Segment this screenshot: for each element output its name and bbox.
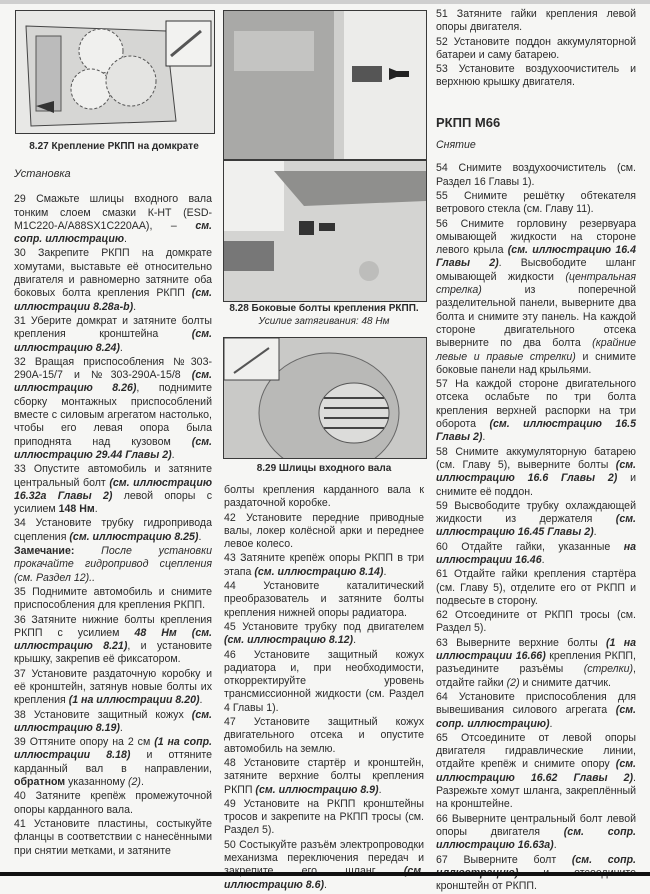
body-text: 66 Выверните центральный болт левой опоры двигателя (436, 812, 636, 838)
body-text: , и установите крышку, закрепив её фиксатором. (14, 640, 212, 666)
column-2 (224, 484, 424, 893)
reference-text: на иллюстрации 16.46 (436, 540, 636, 566)
figure-8-29-image (223, 337, 427, 459)
body-text: . (553, 839, 557, 852)
paragraph-step (436, 162, 636, 189)
reference-text: (центральная стрелка) (436, 270, 636, 297)
body-text: 29 Смажьте шлицы входного вала тонким слоем смазки К-НТ (ESD-M1C220-A/A88SX1C220AA), – (14, 193, 212, 232)
reference-text: (см. иллюстрацию 16.5 Главы 2) (436, 418, 636, 444)
paragraph-step (436, 190, 636, 217)
transmission-jack-illustration (16, 11, 214, 133)
body-text: 43 Затяните крепёж опоры РКПП в три этапа (224, 552, 424, 578)
body-text: 51 Затяните гайки крепления левой опоры двигателя. (436, 8, 636, 34)
page-top-edge (0, 0, 650, 4)
body-text: 53 Установите воздухоочиститель и верхнюю крышку двигателя. (436, 63, 636, 89)
body-text: 49 Установите на РКПП кронштейны тросов и закрепите на РКПП тросы (см. Раздел 5). (224, 797, 424, 837)
paragraph-step (436, 36, 636, 63)
reference-text: (см. сопр. иллюстрацию 16.63a) (436, 825, 636, 852)
paragraph-step (14, 614, 212, 667)
paragraph-step (14, 709, 212, 736)
reference-text: (см. иллюстрацию 8.19) (14, 708, 212, 734)
reference-text: (см. иллюстрацию 16.4 Главы 2) (436, 244, 636, 270)
page-bottom-edge (0, 872, 650, 876)
reference-text: После установки прокачайте гидропривод сцепления (см. Раздел 12).. (14, 545, 212, 584)
figure-8-27-image (15, 10, 215, 134)
paragraph-step (14, 736, 212, 789)
paragraph-step (436, 568, 636, 608)
body-text: 35 Поднимите автомобиль и снимите приспособления для крепления РКПП. (14, 585, 212, 612)
body-text: 46 Установите защитный кожух радиатора и, при необходимости, откорректируйте уровень трансмиссионной жидкости (см. Раздел 4 Главы 1). (224, 648, 424, 714)
body-text: 33 Опустите автомобиль и затяните центральный болт (14, 463, 212, 489)
reference-text: (крайние левые и правые стрелки) (436, 337, 636, 363)
body-text: 44 Установите каталитический преобразователь и затяните болты крепления нижней опоры радиатора. (224, 580, 424, 619)
body-text: . (541, 553, 545, 566)
body-text: крепления РКПП, разъедините разъёмы (436, 650, 636, 676)
body-text: 34 Установите трубку гидропривода сцепления (14, 517, 212, 543)
paragraph-step (436, 500, 636, 540)
body-text: . (124, 233, 127, 246)
body-text: Замечание: (14, 545, 75, 558)
body-text: . (119, 721, 123, 734)
paragraph-step (14, 193, 212, 246)
reference-text: (см. иллюстрацию 16.6 Главы 2) (436, 458, 636, 485)
paragraph-step (224, 649, 424, 715)
reference-text: (см. иллюстрации 8.28a-b) (14, 287, 212, 313)
body-text: . (140, 776, 144, 789)
reference-text: (см. иллюстрацию 29.44 Главы 2) (14, 435, 212, 461)
paragraph-step (436, 63, 636, 90)
body-text: . (482, 431, 486, 444)
reference-text: (см. иллюстрацию 16.45 Главы 2) (436, 513, 636, 539)
body-text: 60 Отдайте гайки, указанные (436, 540, 624, 553)
side-bolt-photo-a (224, 11, 426, 159)
reference-text: (см. сопр. иллюстрацию) (436, 704, 636, 730)
paragraph-step (436, 813, 636, 853)
body-text: 64 Установите приспособления для вывешивания силового агрегата (436, 690, 636, 717)
body-text: . (324, 878, 327, 891)
body-text: . (171, 448, 175, 461)
reference-text: (1 на иллюстрации 16.66) (436, 636, 636, 663)
body-text: . (383, 565, 387, 578)
side-bolt-photo-b (224, 161, 426, 301)
section-heading-m66: РКПП M66 (436, 114, 501, 130)
body-text: 65 Отсоедините от левой опоры двигателя гидравлические линии, отдайте крепёж и снимите опору (436, 731, 636, 771)
paragraph-step (436, 691, 636, 731)
paragraph-step (14, 545, 212, 585)
body-text: . (593, 526, 597, 539)
reference-text: 48 Нм (см. иллюстрацию 8.21) (14, 626, 212, 653)
body-text: . (119, 341, 123, 354)
figure-8-28b-image (223, 160, 427, 302)
body-text: , отдайте гайки (436, 663, 636, 689)
reference-text: (см. сопр. (571, 853, 636, 866)
paragraph-step (14, 586, 212, 613)
body-text: 36 Затяните нижние болты крепления РКПП с усилием (14, 613, 212, 639)
body-text: . (353, 634, 357, 647)
body-text: 57 На каждой стороне двигательного отсека ослабьте по три болта крепления верхней распорки на три оборота (436, 378, 636, 431)
reference-text: (см. иллюстрацию 8.25) (69, 530, 199, 543)
body-text: . (94, 503, 98, 516)
body-text: 31 Уберите домкрат и затяните болты крепления кронштейна (14, 314, 212, 341)
figure-8-27-caption: 8.27 Крепление РКПП на домкрате (29, 141, 199, 152)
body-text: . (378, 783, 382, 796)
subheading-removal: Снятие (436, 139, 476, 152)
body-text: . Разрежьте хомут шланга, закреплённый на кронштейне. (436, 771, 636, 811)
paragraph-step (436, 446, 636, 499)
paragraph-step (224, 839, 424, 892)
column-1 (14, 168, 212, 859)
paragraph-step (14, 517, 212, 544)
body-text: 50 Состыкуйте разъём электропроводки механизма переключения передач и (224, 838, 424, 865)
figure-8-29-caption: 8.29 Шлицы входного вала (256, 463, 392, 474)
paragraph-step (436, 732, 636, 812)
input-shaft-splines-photo (224, 338, 426, 458)
paragraph-step (224, 621, 424, 648)
reference-text: см. сопр. иллюстрацию (14, 219, 212, 246)
body-text: 39 Оттяните опору на 2 см (14, 736, 155, 749)
reference-text: (см. иллюстрацию 16.62 Главы 2) (436, 758, 636, 784)
column-3-top-paragraphs (436, 8, 636, 90)
body-text: 62 Отсоедините от РКПП тросы (см. Раздел 5). (436, 609, 636, 635)
paragraph-step (436, 218, 636, 378)
paragraph-step (14, 463, 212, 516)
body-text: 54 Снимите воздухоочиститель (см. Раздел 16 Главы 1). (436, 162, 636, 188)
body-text: 52 Установите поддон аккумуляторной батареи и саму батарею. (436, 35, 636, 61)
reference-text: обратном (14, 776, 66, 789)
paragraph-step (224, 484, 424, 511)
body-text: указанному (65, 776, 129, 789)
reference-text: 148 Нм (58, 503, 95, 516)
paragraph-step (14, 818, 212, 858)
reference-text: (1 на иллюстрации 8.20) (68, 694, 200, 707)
figure-8-28-caption (223, 302, 425, 328)
column-3 (436, 8, 636, 894)
body-text: кронштейн от РКПП. (436, 880, 537, 893)
paragraph-step (436, 378, 636, 444)
body-text: 59 Высвободите трубку охлаждающей жидкости из держателя (436, 499, 636, 526)
body-text: 45 Установите трубку под двигателем (224, 620, 424, 633)
section-heading-installation: Установка (14, 168, 71, 180)
body-text: 30 Закрепите РКПП на домкрате хомутами, выставьте её относительно двигателя и равномерно затяните оба боковых болта крепления РКПП (14, 247, 212, 300)
body-text: 42 Установите передние приводные валы, локер колёсной арки и переднее левое колесо. (224, 511, 424, 551)
paragraph-step (224, 798, 424, 838)
body-text: 40 Затяните крепёж промежуточной опоры карданного вала. (14, 790, 212, 816)
body-text: левой опоры с усилием (14, 489, 212, 516)
body-text: . (133, 300, 137, 313)
column-2-paragraphs (224, 484, 424, 892)
paragraph-step (224, 552, 424, 579)
body-text: . (199, 694, 203, 707)
figure-8-28a-image (223, 10, 427, 160)
body-text: и снимите боковые панели над крыльями. (436, 350, 636, 376)
reference-text: (см. иллюстрацию 8.26) (14, 369, 212, 395)
paragraph-step (436, 541, 636, 568)
paragraph-step (436, 8, 636, 35)
paragraph-step (436, 609, 636, 636)
body-text: болты крепления карданного вала к раздаточной коробке. (224, 484, 424, 510)
body-text: 56 Снимите горловину резервуара омывающей жидкости на стороне левого крыла (436, 217, 636, 257)
paragraph-step (14, 790, 212, 817)
paragraph-step (436, 637, 636, 690)
body-text: из поперечной разделительной панели, выверните два болта и снимите эту панель. На каждой стороне двигательного отсека выверните по два болта (436, 284, 636, 350)
body-text: 61 Отдайте гайки крепления стартёра (см. Главу 5), отделите его от РКПП и подвесьте в сторону. (436, 568, 636, 607)
body-text: , поднимите сборку монтажных приспособлений вместе с силовым агрегатом настолько, чтобы его левая опора была приподнята над кузовом (14, 382, 212, 448)
paragraph-step (14, 668, 212, 708)
paragraph-step (224, 716, 424, 756)
body-text: . (198, 530, 202, 543)
paragraph-step (14, 247, 212, 313)
reference-text: (2) (128, 776, 141, 789)
body-text: 47 Установите защитный кожух двигательного отсека и опустите автомобиль на землю. (224, 716, 424, 755)
body-text: 32 Вращая приспособления №303-290A-15/7 и №303-290A-15/8 (14, 355, 212, 382)
body-text: 41 Установите пластины, состыкуйте фланцы в соответствии с нанесёнными при снятии метками, и затяните (14, 817, 212, 857)
reference-text: (см. иллюстрацию 8.14) (254, 565, 384, 578)
reference-text: (см. иллюстрацию 8.12) (224, 634, 354, 647)
reference-text: (см. иллюстрацию 8.9) (255, 783, 379, 796)
column-3-paragraphs (436, 162, 636, 893)
paragraph-step (14, 356, 212, 462)
reference-text: (1 на сопр. иллюстрации 8.18) (14, 736, 212, 762)
body-text: 55 Снимите решётку обтекателя ветрового стекла (см. Главу 11). (436, 189, 636, 216)
reference-text: (2) (506, 676, 520, 689)
reference-text: (см. иллюстрацию 16.32a Главы 2) (14, 476, 212, 502)
body-text: . Высвободите шланг омывающей жидкости (436, 257, 636, 283)
body-text: 63 Выверните верхние болты (436, 636, 606, 649)
paragraph-step (224, 580, 424, 620)
paragraph-step (14, 315, 212, 355)
body-text: и снимите её поддон. (436, 472, 636, 498)
body-text: 38 Установите защитный кожух (14, 708, 192, 721)
body-text: 37 Установите раздаточную коробку и её кронштейн, затянув новые болты их крепления (14, 667, 212, 707)
figure-8-28-caption-torque: Усилие затягивания: 48 Нм (258, 316, 390, 327)
figure-8-28-caption-title: 8.28 Боковые болты крепления РКПП. (229, 303, 419, 314)
body-text: 67 Выверните болт (436, 853, 572, 866)
body-text: . (549, 717, 553, 730)
body-text: 58 Снимите аккумуляторную батарею (см. Главу 5), выверните болты (436, 445, 636, 471)
body-text: и оттяните карданный вал в направлении, (14, 749, 212, 775)
body-text: и снимите датчик. (519, 676, 611, 689)
body-text: 48 Установите стартёр и кронштейн, затяните верхние болты крепления РКПП (224, 756, 424, 796)
reference-text: (см. иллюстрацию 8.24) (14, 328, 212, 354)
paragraph-step (224, 757, 424, 797)
paragraph-step (224, 512, 424, 552)
column-1-paragraphs (14, 193, 212, 858)
reference-text: иллюстрацию 8.6) (224, 878, 325, 891)
reference-text: (стрелки) (583, 663, 634, 676)
